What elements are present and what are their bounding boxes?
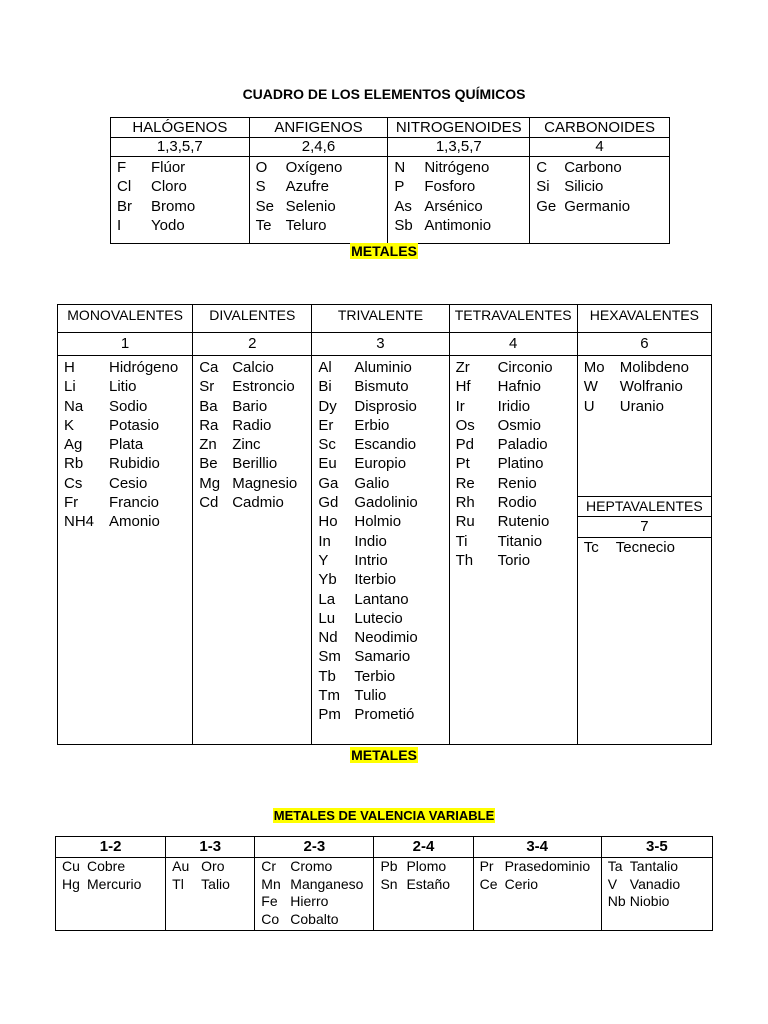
element-symbol: Co	[261, 911, 280, 928]
element-symbol: Na	[64, 397, 84, 415]
element-name: Molibdeno	[619, 359, 689, 376]
element-symbol: Al	[318, 359, 332, 376]
element-name: Flúor	[151, 159, 186, 176]
element-symbol: Y	[318, 551, 329, 569]
element-row	[318, 358, 442, 377]
element-row	[456, 454, 571, 473]
element-name: Tantalio	[629, 858, 679, 874]
valence-divalentes: 2	[193, 333, 312, 356]
element-row	[64, 377, 186, 396]
cell-nitrogenoides	[388, 157, 530, 244]
element-row	[261, 876, 367, 894]
variable-title	[0, 807, 768, 825]
element-name: Litio	[109, 378, 137, 396]
element-name: Carbono	[564, 159, 622, 176]
element-name: Aluminio	[354, 359, 412, 376]
element-symbol: Pr	[479, 858, 494, 874]
element-row	[394, 177, 523, 196]
valence-hexavalentes: 6	[577, 333, 711, 356]
element-symbol: NH4	[64, 513, 95, 531]
element-row	[536, 197, 663, 216]
element-name: Francio	[109, 494, 160, 512]
element-row	[456, 551, 571, 570]
element-row	[394, 216, 523, 235]
element-row	[318, 609, 442, 628]
element-name: Plata	[109, 436, 144, 454]
element-row	[117, 177, 243, 196]
element-row	[256, 177, 382, 196]
cell-halogenos	[111, 157, 250, 244]
element-row	[62, 876, 159, 894]
element-name: Arsénico	[424, 197, 483, 215]
element-row	[318, 474, 442, 493]
element-name: Oro	[201, 858, 225, 874]
element-row	[318, 397, 442, 416]
element-name: Renio	[497, 474, 537, 492]
element-row	[584, 397, 705, 416]
header-anfigenos: ANFIGENOS	[249, 118, 388, 138]
element-symbol: F	[117, 159, 127, 176]
element-row	[64, 358, 186, 377]
element-symbol: O	[255, 159, 268, 176]
element-symbol: Gd	[318, 494, 339, 512]
element-name: Rubidio	[109, 455, 160, 473]
element-name: Manganeso	[290, 875, 364, 892]
element-row	[394, 158, 523, 177]
valence-trivalente: 3	[312, 333, 449, 356]
element-symbol: I	[117, 216, 122, 234]
header-2-4: 2-4	[374, 837, 473, 858]
element-symbol: K	[64, 416, 75, 434]
element-row	[318, 532, 442, 551]
element-row	[256, 158, 382, 177]
element-symbol: Sm	[318, 648, 341, 666]
element-row	[199, 377, 305, 396]
element-symbol: Ir	[455, 397, 465, 415]
element-row	[318, 570, 442, 589]
element-name: Oxígeno	[285, 159, 343, 176]
cell-3-5	[601, 858, 712, 931]
element-symbol: Ru	[455, 513, 475, 531]
element-row	[456, 358, 571, 377]
element-row	[199, 416, 305, 435]
element-name: Disprosio	[354, 397, 417, 415]
element-symbol: Tl	[172, 875, 184, 892]
element-symbol: Hf	[455, 378, 471, 396]
element-name: Circonio	[497, 359, 553, 376]
valence-monovalentes: 1	[58, 333, 193, 356]
element-name: Silicio	[564, 178, 604, 196]
element-symbol: Ho	[318, 513, 338, 531]
element-name: Samario	[354, 648, 411, 666]
element-symbol: Tb	[318, 667, 336, 685]
element-name: Galio	[354, 474, 390, 492]
element-symbol: Tm	[318, 687, 341, 705]
element-name: Zinc	[232, 436, 261, 454]
element-symbol: Se	[255, 197, 275, 215]
element-name: Hierro	[290, 893, 329, 910]
element-symbol: Zr	[455, 359, 470, 376]
element-symbol: Cu	[62, 858, 80, 874]
element-symbol: H	[64, 359, 75, 376]
element-name: Europio	[354, 455, 407, 473]
element-name: Vanadio	[629, 875, 681, 892]
element-symbol: Rh	[455, 494, 475, 512]
element-name: Cadmio	[232, 494, 284, 512]
element-row	[456, 532, 571, 551]
element-symbol: Sc	[318, 436, 336, 454]
element-name: Holmio	[354, 513, 402, 531]
element-symbol: Fr	[64, 494, 79, 512]
element-symbol: La	[318, 590, 336, 608]
element-row	[318, 647, 442, 666]
header-halogenos: HALÓGENOS	[111, 118, 250, 138]
element-row	[64, 397, 186, 416]
element-name: Hafnio	[497, 378, 541, 396]
no-metals-table	[110, 117, 670, 244]
header-1-2: 1-2	[56, 837, 166, 858]
element-name: Sodio	[109, 397, 148, 415]
cell-2-3	[255, 858, 374, 931]
header-heptavalentes: HEPTAVALENTES	[578, 496, 711, 517]
element-name: Magnesio	[232, 474, 298, 492]
element-symbol: Ba	[199, 397, 218, 415]
element-name: Nitrógeno	[424, 159, 490, 176]
element-symbol: Si	[536, 178, 550, 196]
element-row	[256, 197, 382, 216]
element-symbol: Ga	[318, 474, 339, 492]
element-name: Escandio	[354, 436, 417, 454]
element-row	[261, 893, 367, 911]
header-tetravalentes: TETRAVALENTES	[449, 305, 577, 333]
element-symbol: Ti	[455, 532, 468, 550]
element-row	[318, 435, 442, 454]
element-name: Platino	[497, 455, 544, 473]
element-name: Yodo	[151, 216, 185, 234]
element-symbol: Os	[455, 416, 475, 434]
valence-anfigenos: 2,4,6	[249, 138, 388, 157]
element-row	[261, 911, 367, 929]
element-symbol: Be	[199, 455, 218, 473]
element-symbol: Li	[64, 378, 76, 396]
header-hexavalentes: HEXAVALENTES	[577, 305, 711, 333]
element-name: Titanio	[497, 532, 543, 550]
element-row	[456, 435, 571, 454]
element-row	[172, 858, 248, 876]
cell-1-3	[166, 858, 255, 931]
element-name: Rodio	[497, 494, 537, 512]
element-symbol: Lu	[318, 609, 336, 627]
element-name: Lutecio	[354, 609, 403, 627]
element-symbol: Ta	[607, 858, 623, 874]
element-row	[536, 177, 663, 196]
element-row	[64, 454, 186, 473]
cell-hexa-hepta	[577, 356, 711, 745]
element-symbol: Cd	[199, 494, 219, 512]
element-name: Selenio	[285, 197, 336, 215]
element-name: Talio	[201, 875, 230, 892]
element-name: Uranio	[619, 397, 664, 415]
element-name: Fosforo	[424, 178, 476, 196]
header-monovalentes: MONOVALENTES	[58, 305, 193, 333]
cell-hexavalentes	[578, 356, 711, 496]
element-row	[318, 590, 442, 609]
element-row	[64, 435, 186, 454]
page-title: CUADRO DE LOS ELEMENTOS QUÍMICOS	[242, 86, 526, 102]
element-row	[608, 876, 706, 894]
variable-metals-table	[55, 836, 713, 931]
element-symbol: Eu	[318, 455, 337, 473]
element-symbol: Pb	[380, 858, 398, 874]
element-row	[318, 416, 442, 435]
valence-tetravalentes: 4	[449, 333, 577, 356]
element-name: Cobre	[87, 858, 126, 874]
element-symbol: Te	[255, 216, 272, 234]
element-row	[199, 435, 305, 454]
element-row	[199, 397, 305, 416]
element-symbol: Er	[318, 416, 334, 434]
element-row	[536, 158, 663, 177]
cell-anfigenos	[249, 157, 388, 244]
element-name: Hidrógeno	[109, 359, 179, 376]
element-symbol: Re	[455, 474, 475, 492]
element-row	[318, 667, 442, 686]
header-3-4: 3-4	[473, 837, 601, 858]
cell-1-2	[56, 858, 166, 931]
element-symbol: V	[607, 875, 618, 892]
element-name: Estaño	[406, 875, 451, 892]
element-name: Azufre	[285, 178, 330, 196]
element-row	[380, 858, 466, 876]
element-row	[62, 858, 159, 876]
element-symbol: Zn	[199, 436, 217, 454]
element-name: Mercurio	[87, 875, 142, 892]
element-row	[584, 377, 705, 396]
element-symbol: Bi	[318, 378, 332, 396]
element-name: Estroncio	[232, 378, 295, 396]
header-trivalente: TRIVALENTE	[312, 305, 449, 333]
cell-monovalentes	[58, 356, 193, 745]
valence-halogenos: 1,3,5,7	[111, 138, 250, 157]
element-symbol: Ra	[199, 416, 219, 434]
cell-3-4	[473, 858, 601, 931]
metales-label-1	[0, 243, 768, 261]
element-symbol: Sb	[394, 216, 413, 234]
element-symbol: Cs	[64, 474, 83, 492]
variable-title-highlight: METALES DE VALENCIA VARIABLE	[273, 808, 495, 823]
element-symbol: Hg	[62, 875, 80, 892]
cell-trivalente	[312, 356, 449, 745]
element-row	[318, 551, 442, 570]
element-row	[456, 474, 571, 493]
element-name: Calcio	[232, 359, 274, 376]
valence-carbonoides: 4	[530, 138, 670, 157]
element-symbol: Rb	[64, 455, 84, 473]
element-symbol: Fe	[261, 893, 278, 910]
element-row	[380, 876, 466, 894]
element-name: Torio	[497, 551, 531, 569]
cell-2-4	[374, 858, 473, 931]
element-name: Cloro	[151, 178, 187, 196]
element-name: Plomo	[406, 858, 447, 874]
element-row	[318, 454, 442, 473]
header-nitrogenoides: NITROGENOIDES	[388, 118, 530, 138]
cell-tetravalentes	[449, 356, 577, 745]
element-symbol: Cr	[261, 858, 277, 874]
element-row	[318, 628, 442, 647]
element-row	[584, 358, 705, 377]
element-symbol: Ge	[536, 197, 557, 215]
element-name: Cobalto	[290, 911, 339, 928]
element-symbol: Dy	[318, 397, 337, 415]
element-row	[318, 512, 442, 531]
element-symbol: Mo	[583, 359, 605, 376]
element-symbol: Yb	[318, 571, 337, 589]
element-name: Cesio	[109, 474, 148, 492]
element-symbol: Tc	[583, 539, 599, 556]
cell-heptavalentes	[578, 538, 711, 557]
header-1-3: 1-3	[166, 837, 255, 858]
metals-table	[57, 304, 712, 745]
element-row	[199, 493, 305, 512]
valence-nitrogenoides: 1,3,5,7	[388, 138, 530, 157]
element-name: Niobio	[629, 893, 670, 910]
element-symbol: Au	[172, 858, 190, 874]
element-name: Gadolinio	[354, 494, 418, 512]
element-name: Tecnecio	[615, 539, 675, 556]
element-symbol: P	[394, 178, 405, 196]
element-name: Radio	[232, 416, 272, 434]
element-symbol: Ag	[64, 436, 83, 454]
element-row	[608, 893, 706, 911]
element-row	[199, 454, 305, 473]
element-row	[199, 358, 305, 377]
element-row	[318, 705, 442, 724]
element-name: Terbio	[354, 667, 396, 685]
element-symbol: Ca	[199, 359, 219, 376]
element-name: Bromo	[151, 197, 196, 215]
element-name: Potasio	[109, 416, 160, 434]
element-row	[117, 197, 243, 216]
metales-highlight-2: METALES	[351, 747, 417, 763]
element-symbol: Cl	[117, 178, 132, 196]
element-row	[261, 858, 367, 876]
element-name: Bismuto	[354, 378, 409, 396]
metales-label-2	[0, 747, 768, 765]
element-row	[199, 474, 305, 493]
element-row	[64, 474, 186, 493]
element-row	[117, 216, 243, 235]
element-name: Rutenio	[497, 513, 550, 531]
element-name: Berillio	[232, 455, 278, 473]
element-symbol: Pt	[455, 455, 470, 473]
metales-highlight-1: METALES	[351, 243, 417, 259]
element-name: Paladio	[497, 436, 548, 454]
element-symbol: C	[536, 159, 548, 176]
element-symbol: Th	[455, 551, 474, 569]
element-row	[480, 858, 595, 876]
element-row	[394, 197, 523, 216]
header-2-3: 2-3	[255, 837, 374, 858]
element-symbol: Mn	[261, 875, 281, 892]
element-name: Tulio	[354, 687, 387, 705]
element-name: Cerio	[504, 875, 539, 892]
element-symbol: Pm	[318, 706, 341, 724]
element-name: Antimonio	[424, 216, 492, 234]
element-name: Lantano	[354, 590, 409, 608]
element-row	[64, 493, 186, 512]
element-symbol: S	[255, 178, 266, 196]
element-row	[456, 416, 571, 435]
element-name: Prasedominio	[504, 858, 591, 874]
element-symbol: N	[394, 159, 406, 176]
element-row	[64, 512, 186, 531]
element-name: Prometió	[354, 706, 415, 724]
element-name: Cromo	[290, 858, 333, 874]
element-name: Iridio	[497, 397, 531, 415]
element-symbol: As	[394, 197, 412, 215]
element-symbol: Pd	[455, 436, 474, 454]
valence-heptavalentes: 7	[578, 517, 711, 538]
element-name: Teluro	[285, 216, 327, 234]
element-symbol: Sn	[380, 875, 398, 892]
element-row	[480, 876, 595, 894]
element-name: Osmio	[497, 416, 541, 434]
element-name: Bario	[232, 397, 268, 415]
element-symbol: Sr	[199, 378, 215, 396]
element-name: Indio	[354, 532, 387, 550]
header-divalentes: DIVALENTES	[193, 305, 312, 333]
element-symbol: U	[583, 397, 595, 415]
element-name: Germanio	[564, 197, 631, 215]
element-row	[117, 158, 243, 177]
element-symbol: Nd	[318, 629, 338, 647]
element-name: Neodimio	[354, 629, 418, 647]
header-carbonoides: CARBONOIDES	[530, 118, 670, 138]
element-row	[318, 377, 442, 396]
element-symbol: Ce	[479, 875, 498, 892]
element-symbol: W	[583, 378, 598, 396]
element-row	[456, 377, 571, 396]
element-name: Intrio	[354, 551, 388, 569]
element-row	[172, 876, 248, 894]
element-symbol: Nb	[607, 893, 626, 910]
element-row	[256, 216, 382, 235]
element-symbol: Br	[117, 197, 132, 215]
element-name: Wolfranio	[619, 378, 683, 396]
element-row	[456, 493, 571, 512]
element-row	[318, 493, 442, 512]
element-symbol: In	[318, 532, 331, 550]
element-row	[608, 858, 706, 876]
element-row	[584, 538, 705, 557]
element-name: Iterbio	[354, 571, 397, 589]
element-row	[318, 686, 442, 705]
element-name: Amonio	[109, 513, 160, 531]
header-3-5: 3-5	[601, 837, 712, 858]
element-row	[456, 512, 571, 531]
element-row	[64, 416, 186, 435]
element-symbol: Mg	[199, 474, 221, 492]
element-name: Erbio	[354, 416, 390, 434]
cell-carbonoides	[530, 157, 670, 244]
cell-divalentes	[193, 356, 312, 745]
element-row	[456, 397, 571, 416]
